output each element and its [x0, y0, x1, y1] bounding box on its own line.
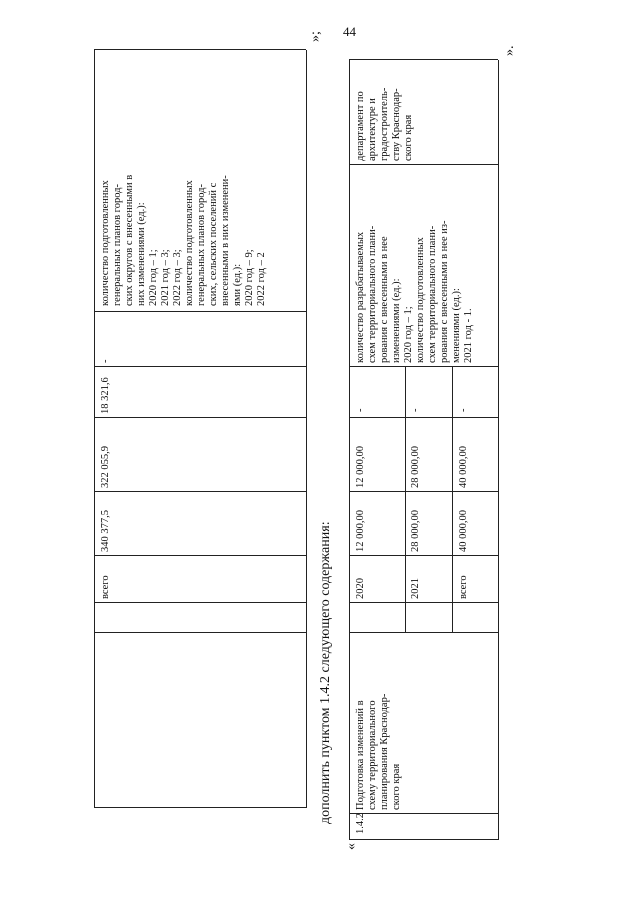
row-other: -	[458, 408, 469, 412]
row-other: -	[410, 408, 421, 412]
row-total: 28 000,00	[410, 510, 421, 552]
executor-text: департамент по архитектуре и градостроитель- ству Краснодар- ского края	[355, 87, 414, 161]
indicator-text: количество подготовленных генеральных планов город- ских округов с внесенными в них изменениями (ед.): 2020 год – 1; 2021 год – 3; 2022 год – 3; количество подготовленных генеральных планов город- ских, сельских поселений с внесенными в них изменени- ями (ед.): 2020 год – 9; 2022 год – 2	[100, 174, 267, 306]
row-kb: 40 000,00	[458, 446, 469, 488]
closing-quote-top: »;	[308, 31, 323, 42]
row-kb: 28 000,00	[410, 446, 421, 488]
closing-quote-bottom: ».	[502, 45, 517, 56]
item-number: 1.4.2	[355, 813, 366, 834]
total-value: 340 377,5	[100, 510, 111, 552]
value-2021: 18 321,6	[100, 377, 111, 414]
open-quote: «	[344, 843, 359, 850]
row-total: 12 000,00	[355, 510, 366, 552]
row-total: 40 000,00	[458, 510, 469, 552]
row-year: всего	[458, 575, 469, 599]
row-other: -	[355, 408, 366, 412]
row-year: 2020	[355, 578, 366, 599]
item-name: Подготовка изменений в схему территориального планирования Краснодар- ского края	[355, 693, 402, 810]
value-2020: 322 055,9	[100, 446, 111, 488]
total-label: всего	[100, 575, 111, 599]
page-number: 44	[343, 24, 356, 39]
intro-text: дополнить пунктом 1.4.2 следующего содержания:	[318, 521, 333, 824]
row-kb: 12 000,00	[355, 446, 366, 488]
dash-cell: -	[100, 359, 111, 363]
indicator-text: количество разрабатываемых схем территориального плани- рования с внесенными в нее изменениями (ед.): 2020 год – 1; количество подготовленных схем территориального плани- рования с внесенными в нее из- менениями (ед.): 2021 год - 1.	[355, 220, 474, 363]
row-year: 2021	[410, 578, 421, 599]
